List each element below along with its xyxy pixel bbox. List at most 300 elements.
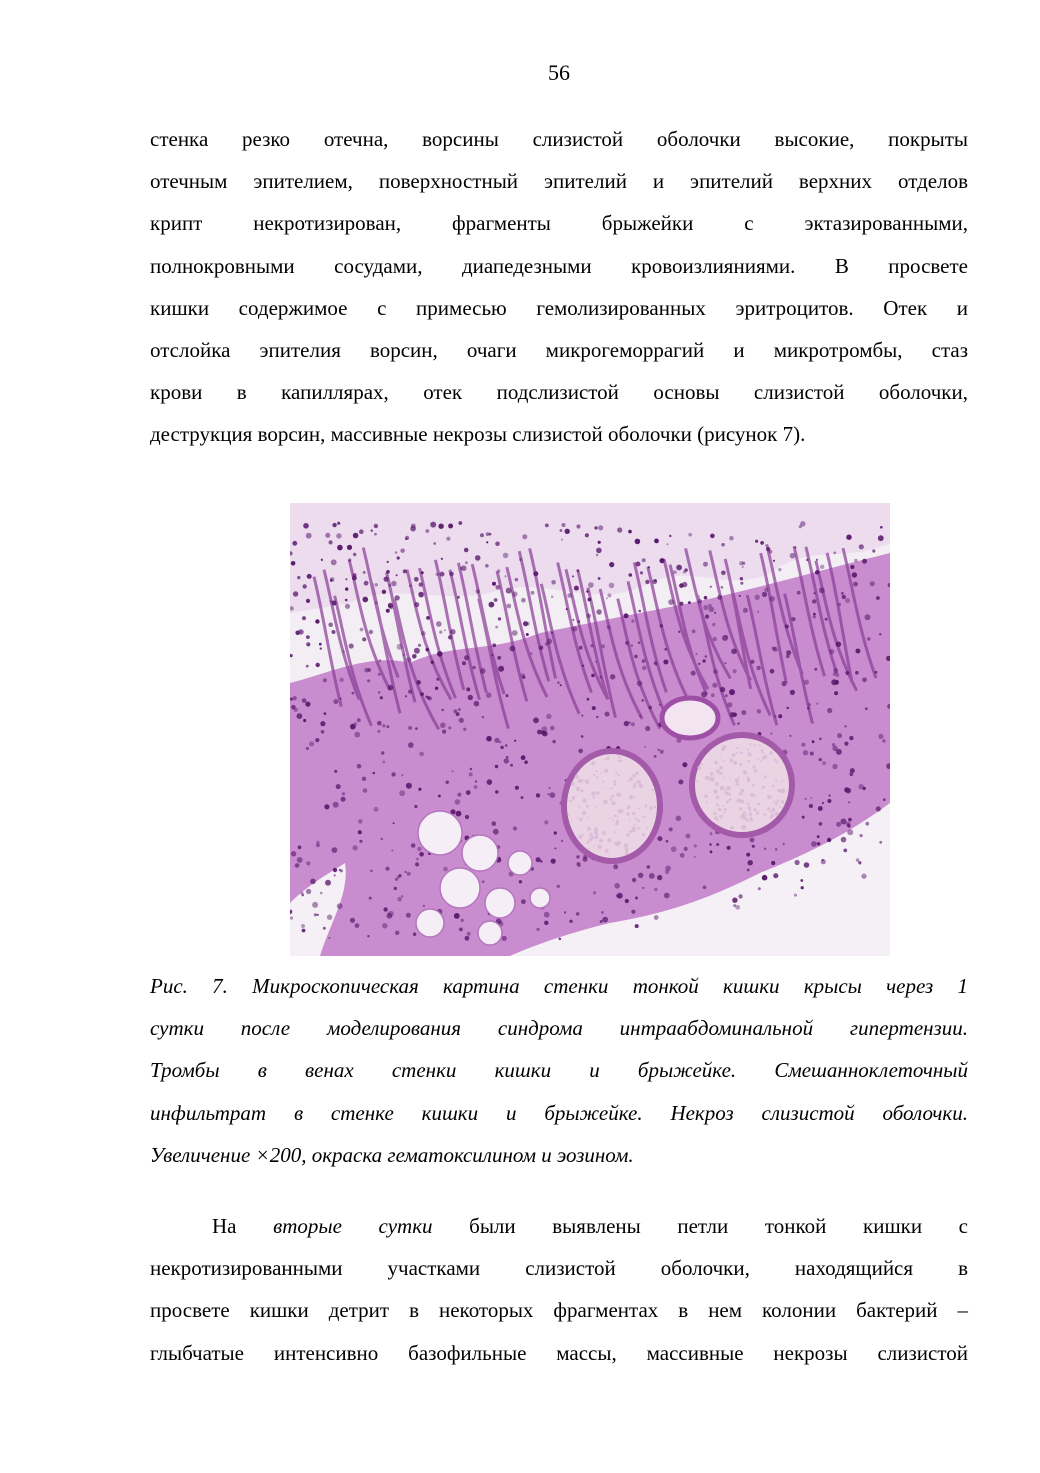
nucleus-dot <box>359 840 362 843</box>
nucleus-dot <box>640 571 643 574</box>
paragraph-line: крипт некротизирован, фрагменты брыжейки с эктазированными, <box>150 211 968 236</box>
thrombus-granule <box>611 787 613 789</box>
thrombus-granule <box>652 789 654 791</box>
thrombus-granule <box>642 816 645 819</box>
nucleus-dot <box>486 541 488 543</box>
vacuole <box>418 811 462 855</box>
nucleus-dot <box>465 561 468 564</box>
nucleus-dot <box>332 630 336 634</box>
thrombus-granule <box>708 777 712 781</box>
nucleus-dot <box>395 551 398 554</box>
nucleus-dot <box>415 727 418 730</box>
nucleus-dot <box>312 902 318 908</box>
nucleus-dot <box>600 920 603 923</box>
nucleus-dot <box>860 834 863 837</box>
nucleus-dot <box>879 841 882 844</box>
nucleus-dot <box>791 617 795 621</box>
nucleus-dot <box>504 758 509 763</box>
thrombus-granule <box>719 766 723 770</box>
nucleus-dot <box>598 577 601 580</box>
thrombus-granule <box>773 809 775 811</box>
nucleus-dot <box>373 772 375 774</box>
nucleus-dot <box>688 533 692 537</box>
nucleus-dot <box>297 576 300 579</box>
nucleus-dot <box>812 599 816 603</box>
thrombus-granule <box>632 774 636 778</box>
nucleus-dot <box>323 678 327 682</box>
nucleus-dot <box>660 624 664 628</box>
nucleus-dot <box>505 744 507 746</box>
thrombus-granule <box>760 760 762 762</box>
nucleus-dot <box>671 846 677 852</box>
nucleus-dot <box>637 681 643 687</box>
nucleus-dot <box>546 714 551 719</box>
nucleus-dot <box>498 617 501 620</box>
nucleus-dot <box>710 586 712 588</box>
nucleus-dot <box>850 768 855 773</box>
nucleus-dot <box>307 574 312 579</box>
nucleus-dot <box>787 707 789 709</box>
nucleus-dot <box>647 865 651 869</box>
nucleus-dot <box>439 631 442 634</box>
nucleus-dot <box>428 696 432 700</box>
nucleus-dot <box>350 724 356 730</box>
nucleus-dot <box>310 879 316 885</box>
nucleus-dot <box>506 604 511 609</box>
thrombus-granule <box>730 826 734 830</box>
thrombus-granule <box>770 811 772 813</box>
nucleus-dot <box>386 609 390 613</box>
thrombus-granule <box>740 799 744 803</box>
thrombus-granule <box>724 790 726 792</box>
nucleus-dot <box>631 722 635 726</box>
nucleus-dot <box>586 590 588 592</box>
nucleus-dot <box>466 687 470 691</box>
nucleus-dot <box>594 526 597 529</box>
nucleus-dot <box>339 678 343 682</box>
thrombus-granule <box>710 772 714 776</box>
nucleus-dot <box>801 886 804 889</box>
nucleus-dot <box>363 788 368 793</box>
nucleus-dot <box>333 868 337 872</box>
nucleus-dot <box>367 935 369 937</box>
nucleus-dot <box>684 847 688 851</box>
nucleus-dot <box>737 722 739 724</box>
nucleus-dot <box>300 892 303 895</box>
nucleus-dot <box>315 738 319 742</box>
nucleus-dot <box>399 790 405 796</box>
nucleus-dot <box>844 787 849 792</box>
paragraph-line: крови в капиллярах, отек подслизистой основы слизистой оболочки, <box>150 380 968 405</box>
nucleus-dot <box>806 559 809 562</box>
nucleus-dot <box>669 827 673 831</box>
nucleus-dot <box>521 755 526 760</box>
thrombus-granule <box>756 811 759 814</box>
nucleus-dot <box>815 570 819 574</box>
nucleus-dot <box>833 672 837 676</box>
nucleus-dot <box>367 679 370 682</box>
nucleus-dot <box>375 601 378 604</box>
nucleus-dot <box>683 570 686 573</box>
nucleus-dot <box>825 618 828 621</box>
thrombus-granule <box>758 759 760 761</box>
nucleus-dot <box>418 644 421 647</box>
thrombus-granule <box>754 795 756 797</box>
thrombus-granule <box>634 783 637 786</box>
nucleus-dot <box>818 806 823 811</box>
nucleus-dot <box>549 792 555 798</box>
nucleus-dot <box>642 661 644 663</box>
thrombus-granule <box>764 775 767 778</box>
thrombus-granule <box>773 801 775 803</box>
nucleus-dot <box>814 668 817 671</box>
nucleus-dot <box>321 559 323 561</box>
nucleus-dot <box>654 888 658 892</box>
nucleus-dot <box>867 637 870 640</box>
nucleus-dot <box>844 742 848 746</box>
paragraph-word: На <box>212 1214 237 1238</box>
nucleus-dot <box>401 895 404 898</box>
nucleus-dot <box>449 572 454 577</box>
thrombus-granule <box>649 806 653 810</box>
nucleus-dot <box>848 801 850 803</box>
thrombus-granule <box>704 794 708 798</box>
nucleus-dot <box>480 533 484 537</box>
nucleus-dot <box>762 875 768 881</box>
nucleus-dot <box>526 633 529 636</box>
nucleus-dot <box>803 750 808 755</box>
nucleus-dot <box>799 525 802 528</box>
nucleus-dot <box>596 716 598 718</box>
nucleus-dot <box>494 598 498 602</box>
nucleus-dot <box>819 822 823 826</box>
thrombus-granule <box>774 759 777 762</box>
nucleus-dot <box>794 547 796 549</box>
thrombus-granule <box>587 827 591 831</box>
nucleus-dot <box>642 887 644 889</box>
nucleus-dot <box>417 847 421 851</box>
nucleus-dot <box>703 605 708 610</box>
nucleus-dot <box>654 915 659 920</box>
nucleus-dot <box>786 650 791 655</box>
nucleus-dot <box>638 642 640 644</box>
thrombus-granule <box>582 811 586 815</box>
nucleus-dot <box>660 750 664 754</box>
nucleus-dot <box>739 595 741 597</box>
nucleus-dot <box>387 561 389 563</box>
nucleus-dot <box>345 599 348 602</box>
nucleus-dot <box>416 858 419 861</box>
nucleus-dot <box>381 838 384 841</box>
nucleus-dot <box>302 698 307 703</box>
nucleus-dot <box>698 663 700 665</box>
thrombus-granule <box>617 841 621 845</box>
nucleus-dot <box>358 830 362 834</box>
vacuole <box>462 835 498 871</box>
nucleus-dot <box>423 905 425 907</box>
nucleus-dot <box>654 539 659 544</box>
nucleus-dot <box>560 684 562 686</box>
nucleus-dot <box>400 549 404 553</box>
nucleus-dot <box>319 643 322 646</box>
thrombus-granule <box>747 803 750 806</box>
nucleus-dot <box>474 785 478 789</box>
nucleus-dot <box>369 897 372 900</box>
nucleus-dot <box>607 593 611 597</box>
nucleus-dot <box>849 736 853 740</box>
nucleus-dot <box>579 646 583 650</box>
nucleus-dot <box>756 666 760 670</box>
thrombus-granule <box>614 815 617 818</box>
thrombus-granule <box>604 759 606 761</box>
nucleus-dot <box>298 846 302 850</box>
nucleus-dot <box>510 646 516 652</box>
thrombus-granule <box>595 806 597 808</box>
emphasis-text: вторые сутки <box>273 1214 433 1238</box>
thrombus-granule <box>716 803 719 806</box>
thrombus-granule <box>596 770 598 772</box>
thrombus-granule <box>583 779 585 781</box>
thrombus-granule <box>739 816 741 818</box>
nucleus-dot <box>732 898 737 903</box>
paragraph-line: глыбчатые интенсивно базофильные массы, массивные некрозы слизистой <box>150 1340 968 1365</box>
nucleus-dot <box>778 714 782 718</box>
nucleus-dot <box>794 894 797 897</box>
nucleus-dot <box>332 847 338 853</box>
nucleus-dot <box>433 542 436 545</box>
nucleus-dot <box>446 781 449 784</box>
nucleus-dot <box>802 816 805 819</box>
thrombus-granule <box>602 780 604 782</box>
nucleus-dot <box>704 596 708 600</box>
thrombus-granule <box>629 777 633 781</box>
nucleus-dot <box>678 631 680 633</box>
thrombus-granule <box>577 817 579 819</box>
nucleus-dot <box>716 843 719 846</box>
nucleus-dot <box>395 931 399 935</box>
nucleus-dot <box>676 816 682 822</box>
nucleus-dot <box>457 596 460 599</box>
nucleus-dot <box>795 860 800 865</box>
nucleus-dot <box>301 924 305 928</box>
nucleus-dot <box>419 852 424 857</box>
nucleus-dot <box>505 575 507 577</box>
nucleus-dot <box>769 596 775 602</box>
nucleus-dot <box>431 661 434 664</box>
nucleus-dot <box>336 784 341 789</box>
nucleus-dot <box>401 774 403 776</box>
nucleus-dot <box>371 530 373 532</box>
nucleus-dot <box>644 746 646 748</box>
nucleus-dot <box>733 904 736 907</box>
nucleus-dot <box>306 889 311 894</box>
thrombus-granule <box>654 806 656 808</box>
thrombus-granule <box>750 814 752 816</box>
nucleus-dot <box>419 582 423 586</box>
nucleus-dot <box>559 938 562 941</box>
nucleus-dot <box>816 559 818 561</box>
thrombus-granule <box>609 798 612 801</box>
thrombus-granule <box>739 807 742 810</box>
nucleus-dot <box>360 628 364 632</box>
nucleus-dot <box>374 807 379 812</box>
thrombus-granule <box>706 801 708 803</box>
nucleus-dot <box>658 749 660 751</box>
nucleus-dot <box>303 584 307 588</box>
nucleus-dot <box>544 912 550 918</box>
nucleus-dot <box>832 746 837 751</box>
nucleus-dot <box>841 592 844 595</box>
nucleus-dot <box>486 692 492 698</box>
nucleus-dot <box>607 625 611 629</box>
nucleus-dot <box>394 595 399 600</box>
nucleus-dot <box>800 879 803 882</box>
paragraph-line: отечным эпителием, поверхностный эпителий и эпителий верхних отделов <box>150 169 968 194</box>
nucleus-dot <box>297 713 303 719</box>
thrombus-granule <box>739 763 742 766</box>
nucleus-dot <box>617 893 623 899</box>
nucleus-dot <box>420 692 424 696</box>
thrombus-granule <box>644 805 647 808</box>
nucleus-dot <box>418 788 421 791</box>
nucleus-dot <box>602 917 608 923</box>
nucleus-dot <box>378 691 381 694</box>
nucleus-dot <box>385 867 389 871</box>
nucleus-dot <box>364 668 369 673</box>
thrombus-granule <box>646 827 648 829</box>
nucleus-dot <box>370 870 373 873</box>
thrombus-granule <box>629 795 633 799</box>
thrombus-granule <box>593 773 595 775</box>
nucleus-dot <box>601 911 604 914</box>
nucleus-dot <box>352 692 355 695</box>
nucleus-dot <box>506 756 509 759</box>
nucleus-dot <box>664 893 670 899</box>
nucleus-dot <box>533 571 538 576</box>
nucleus-dot <box>828 794 830 796</box>
nucleus-dot <box>822 802 824 804</box>
nucleus-dot <box>332 601 337 606</box>
nucleus-dot <box>440 723 446 729</box>
nucleus-dot <box>629 573 633 577</box>
vacuole <box>440 868 480 908</box>
nucleus-dot <box>666 840 669 843</box>
thrombus-granule <box>614 842 616 844</box>
nucleus-dot <box>847 824 850 827</box>
nucleus-dot <box>810 797 812 799</box>
nucleus-dot <box>748 860 753 865</box>
nucleus-dot <box>552 740 555 743</box>
nucleus-dot <box>448 635 452 639</box>
thrombus-granule <box>603 800 608 805</box>
nucleus-dot <box>337 545 343 551</box>
nucleus-dot <box>688 601 691 604</box>
nucleus-dot <box>654 755 657 758</box>
nucleus-dot <box>345 578 347 580</box>
nucleus-dot <box>323 927 326 930</box>
nucleus-dot <box>842 595 846 599</box>
thrombus-granule <box>770 816 773 819</box>
nucleus-dot <box>642 558 646 562</box>
nucleus-dot <box>357 764 362 769</box>
nucleus-dot <box>855 671 859 675</box>
nucleus-dot <box>519 558 522 561</box>
thrombus-granule <box>718 808 721 811</box>
thrombus-granule <box>747 760 750 763</box>
nucleus-dot <box>324 804 329 809</box>
nucleus-dot <box>468 695 473 700</box>
nucleus-dot <box>850 565 854 569</box>
nucleus-dot <box>649 873 655 879</box>
thrombus-granule <box>605 849 609 853</box>
thrombus-granule <box>743 770 748 775</box>
nucleus-dot <box>564 911 566 913</box>
nucleus-dot <box>414 648 420 654</box>
nucleus-dot <box>510 764 513 767</box>
nucleus-dot <box>369 630 373 634</box>
thrombus-granule <box>696 780 698 782</box>
nucleus-dot <box>588 598 592 602</box>
nucleus-dot <box>709 843 711 845</box>
nucleus-dot <box>747 869 750 872</box>
nucleus-dot <box>645 726 650 731</box>
nucleus-dot <box>421 571 424 574</box>
nucleus-dot <box>374 524 378 528</box>
nucleus-dot <box>703 886 707 890</box>
thrombus-granule <box>604 769 608 773</box>
nucleus-dot <box>533 717 539 723</box>
thrombus-granule <box>728 793 731 796</box>
nucleus-dot <box>562 523 566 527</box>
nucleus-dot <box>302 929 306 933</box>
nucleus-dot <box>407 872 411 876</box>
thrombus-granule <box>732 753 736 757</box>
nucleus-dot <box>337 903 343 909</box>
nucleus-dot <box>374 533 377 536</box>
nucleus-dot <box>856 858 860 862</box>
nucleus-dot <box>832 764 837 769</box>
nucleus-dot <box>797 591 801 595</box>
nucleus-dot <box>343 651 345 653</box>
nucleus-dot <box>598 525 603 530</box>
nucleus-dot <box>443 867 448 872</box>
nucleus-dot <box>755 540 758 543</box>
nucleus-dot <box>498 666 504 672</box>
thrombus-granule <box>775 780 777 782</box>
nucleus-dot <box>317 914 319 916</box>
micrograph-figure <box>290 503 890 956</box>
nucleus-dot <box>614 883 620 889</box>
nucleus-dot <box>475 555 481 561</box>
nucleus-dot <box>436 678 439 681</box>
thrombus-granule <box>614 831 616 833</box>
nucleus-dot <box>359 529 364 534</box>
nucleus-dot <box>480 668 486 674</box>
thrombus-granule <box>748 752 752 756</box>
vacuole <box>485 888 515 918</box>
thrombus-granule <box>781 800 784 803</box>
thrombus-granule <box>634 823 636 825</box>
thrombus-granule <box>722 745 726 749</box>
nucleus-dot <box>524 761 527 764</box>
nucleus-dot <box>694 856 696 858</box>
nucleus-dot <box>409 584 412 587</box>
thrombus-granule <box>572 796 576 800</box>
nucleus-dot <box>306 861 310 865</box>
nucleus-dot <box>855 649 860 654</box>
nucleus-dot <box>692 630 696 634</box>
thrombus-granule <box>579 818 583 822</box>
